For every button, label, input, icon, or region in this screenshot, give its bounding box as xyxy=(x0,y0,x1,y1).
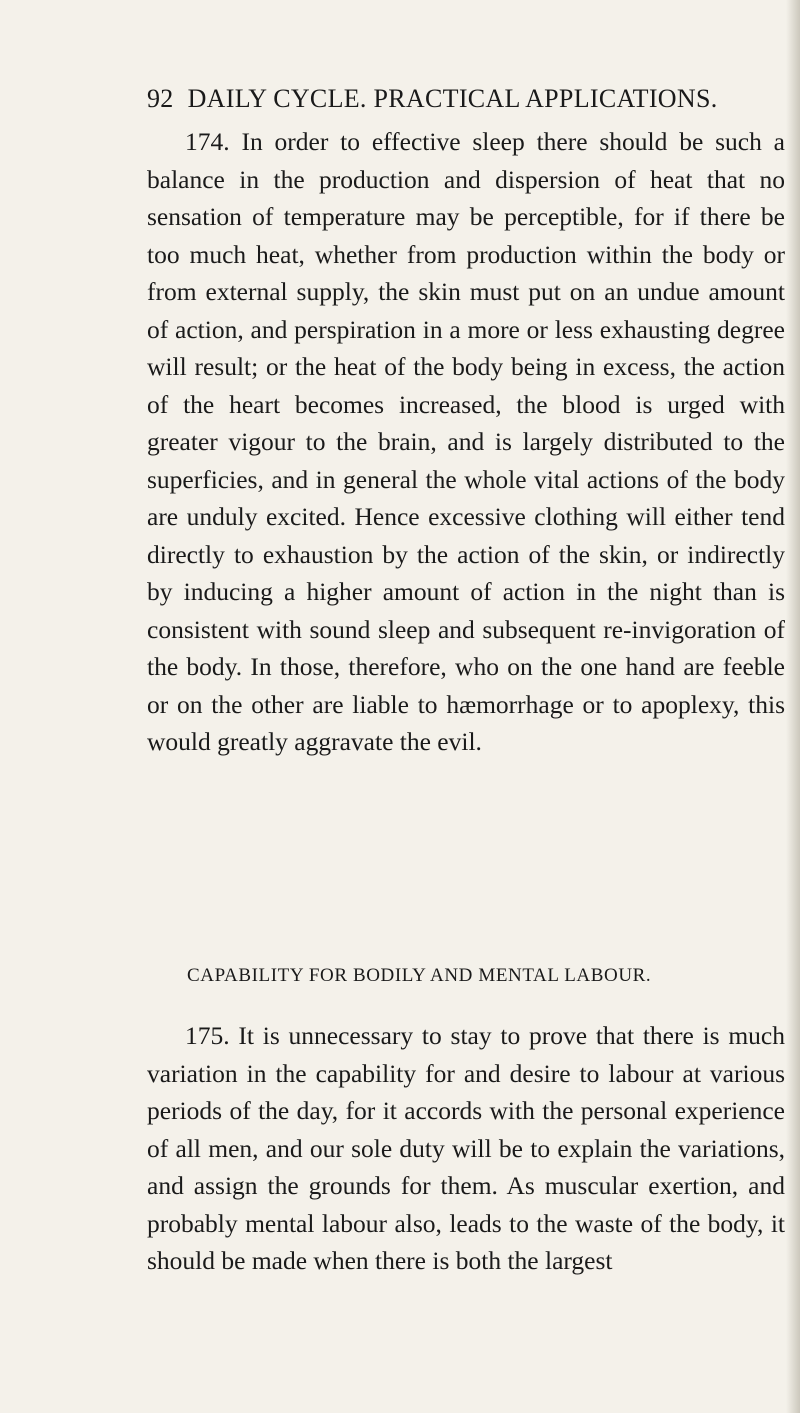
paragraph xyxy=(147,1017,785,1280)
paragraph-175-block xyxy=(147,1017,785,1280)
paragraph-number: 174. xyxy=(185,127,230,156)
paragraph-text: It is unnecessary to stay to prove that there is much variation in the capability for and desire to labour at various periods of the day, for it accords with the personal experience of all men, and our sole duty will be to explain the variations, and assign the grounds for them. As muscular exertion, and probably mental labour also, leads to the waste of the body, it should be made when there is both the largest xyxy=(147,1021,785,1275)
page-number: 92 xyxy=(147,84,174,113)
paragraph-174-block xyxy=(147,123,785,761)
running-title: DAILY CYCLE. PRACTICAL APPLICATIONS. xyxy=(187,84,718,113)
page-edge-shadow xyxy=(786,0,800,1413)
section-heading: CAPABILITY FOR BODILY AND MENTAL LABOUR. xyxy=(187,965,652,986)
paragraph-number: 175. xyxy=(185,1021,230,1050)
paragraph xyxy=(147,123,785,761)
running-header xyxy=(147,84,718,114)
paragraph-text: In order to effective sleep there should be such a balance in the production and dispersion of heat that no sensation of temperature may be perceptible, for if there be too much heat, whether from production within the body or from external supply, the skin must put on an undue amount of action, and perspiration in a more or less exhausting degree will result; or the heat of the body being in excess, the action of the heart becomes increased, the blood is urged with greater vigour to the brain, and is largely distributed to the superficies, and in general the whole vital actions of the body are unduly excited. Hence excessive clothing will either tend directly to exhaustion by the action of the skin, or indirectly by inducing a higher amount of action in the night than is consistent with sound sleep and subsequent re-invigoration of the body. In those, therefore, who on the one hand are feeble or on the other are liable to hæmorrhage or to apoplexy, this would greatly aggravate the evil. xyxy=(147,127,785,756)
